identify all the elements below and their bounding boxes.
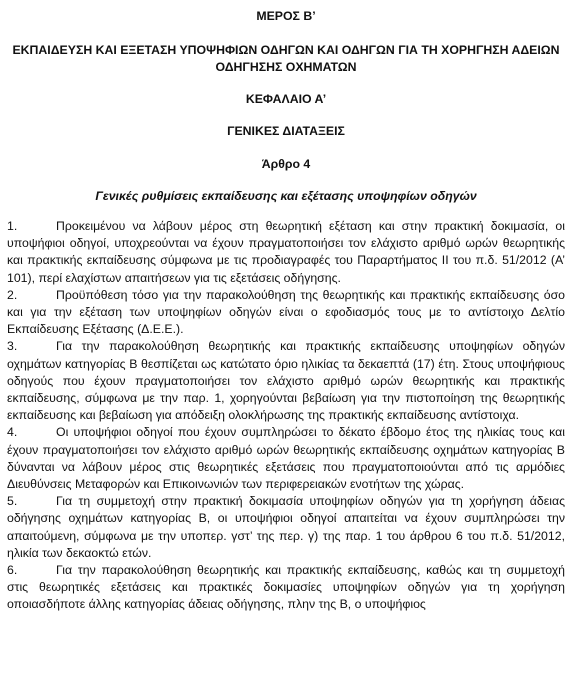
paragraph-text: Για την παρακολούθηση θεωρητικής και πρακτικής εκπαίδευσης, καθώς και τη συμμετοχή στις θεωρητικές εξετάσεις και πρακτικές δοκιμασίες υποψηφίων οδηγών για τη χορήγηση οποιασδήποτε άλλης κατηγορίας άδειας οδήγησης, πλην της Β, ο υποψήφιος bbox=[7, 563, 565, 612]
paragraph-number: 6. bbox=[7, 563, 18, 578]
paragraph-2 bbox=[7, 287, 565, 339]
paragraph-text: Προϋπόθεση τόσο για την παρακολούθηση της θεωρητικής και πρακτικής εκπαίδευσης όσο και για την εξέταση των υποψηφίων οδηγών είναι ο εφοδιασμός τους με το αντίστοιχο Δελτίο Εκπαίδευσης Εξέτασης (Δ.Ε.Ε.). bbox=[7, 287, 565, 337]
article-subtitle: Γενικές ρυθμίσεις εκπαίδευσης και εξέτασης υποψηφίων οδηγών bbox=[95, 188, 477, 203]
paragraph-text: Για την παρακολούθηση θεωρητικής και πρακτικής εκπαίδευσης υποψηφίων οδηγών οχημάτων κατηγορίας Β θεσπίζεται ως κατώτατο όριο ηλικίας τα δεκαεπτά (17) έτη. Στους υποψήφιους οδηγούς που έχουν πραγματοποιήσει τον ελάχιστο αριθμό ωρών θεωρητικής και πρακτικής εκπαίδευσης, σύμφωνα με την παρ. 1, χορηγούνται βεβαίωση για την πιστοποίηση της θεωρητικής εκπαίδευσης και βεβαίωση για απόδειξη ολοκλήρωσης της πρακτικής εκπαίδευσης αντίστοιχα. bbox=[7, 339, 565, 423]
paragraph-number: 1. bbox=[7, 219, 18, 234]
general-provisions-heading: ΓΕΝΙΚΕΣ ΔΙΑΤΑΞΕΙΣ bbox=[227, 124, 345, 139]
paragraph-number: 5. bbox=[7, 494, 18, 509]
section-title: ΕΚΠΑΙΔΕΥΣΗ ΚΑΙ ΕΞΕΤΑΣΗ ΥΠΟΨΗΦΙΩΝ ΟΔΗΓΩΝ ΚΑΙ ΟΔΗΓΩΝ ΓΙΑ ΤΗ ΧΟΡΗΓΗΣΗ ΑΔΕΙΩΝ ΟΔΗΓΗΣΗΣ ΟΧΗΜΑΤΩΝ bbox=[12, 43, 560, 75]
paragraph-list bbox=[7, 218, 565, 614]
paragraph-text: Προκειμένου να λάβουν μέρος στη θεωρητική εξέταση και στην πρακτική δοκιμασία, οι υποψήφιοι οδηγοί, υποχρεούνται να έχουν πραγματοποιήσει τον ελάχιστο αριθμό ωρών θεωρητικής και πρακτικής εκπαίδευσης σύμφωνα με τις προδιαγραφές του Παραρτήματος ΙΙ του π.δ. 51/2012 (Α’ 101), περί ελαχίστων απαιτήσεων για τις εξετάσεις οδήγησης. bbox=[7, 219, 565, 285]
paragraph-number: 4. bbox=[7, 425, 18, 440]
part-heading: ΜΕΡΟΣ Β’ bbox=[256, 9, 316, 23]
paragraph-4 bbox=[7, 424, 565, 493]
paragraph-text: Οι υποψήφιοι οδηγοί που έχουν συμπληρώσει το δέκατο έβδομο έτος της ηλικίας τους και έχουν πραγματοποιήσει τον ελάχιστο αριθμό ωρών θεωρητικής εκπαίδευσης οχημάτων κατηγορίας Β δύνανται να λάβουν μέρος στις θεωρητικές εξετάσεις που πραγματοποιούνται από τις αρμόδιες Διευθύνσεις Μεταφορών και Επικοινωνιών των περιφερειακών ενοτήτων της χώρας. bbox=[7, 425, 565, 492]
paragraph-number: 2. bbox=[7, 287, 18, 302]
paragraph-3 bbox=[7, 338, 565, 424]
chapter-heading: ΚΕΦΑΛΑΙΟ Α’ bbox=[245, 92, 327, 107]
paragraph-6 bbox=[7, 562, 565, 614]
paragraph-5 bbox=[7, 493, 565, 562]
paragraph-1 bbox=[7, 218, 565, 287]
paragraph-text: Για τη συμμετοχή στην πρακτική δοκιμασία υποψηφίων οδηγών για τη χορήγηση άδειας οδήγησης οχημάτων κατηγορίας Β, οι υποψήφιοι οδηγοί απαιτείται να έχουν συμπληρώσει την απαιτούμενη, σύμφωνα με την υποπερ. γστ’ της περ. γ) της παρ. 1 του άρθρου 6 του π.δ. 51/2012, ηλικία των δεκαοκτώ ετών. bbox=[7, 494, 565, 560]
article-heading: Άρθρο 4 bbox=[261, 156, 311, 171]
paragraph-number: 3. bbox=[7, 339, 18, 354]
